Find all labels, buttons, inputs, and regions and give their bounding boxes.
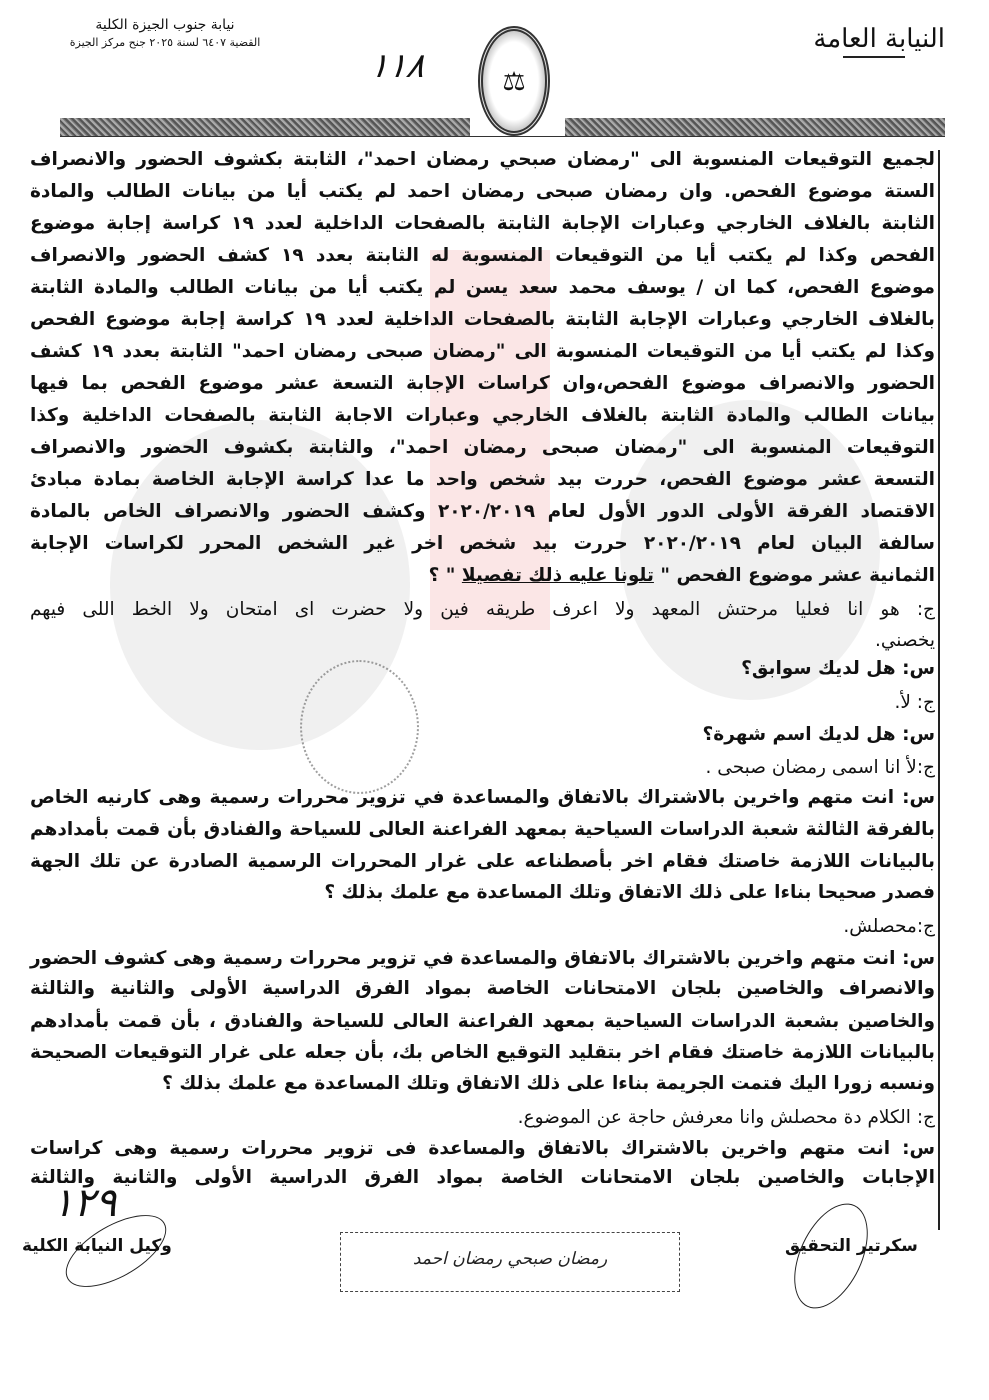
handwritten-page-number-footer: ١٢٩ (52, 1180, 117, 1226)
case-header (30, 16, 300, 52)
text-line (30, 947, 935, 971)
text-line (30, 212, 935, 236)
line-text: لجميع التوقيعات المنسوبة الى "رمضان صبحي رمضان احمد"، الثابتة بكشوف الحضور والانصراف (30, 149, 935, 170)
authority-title: النيابة العامة (813, 24, 945, 54)
underlined-text: تلونا عليه ذلك تفصيلا (461, 565, 654, 586)
text-line (30, 1010, 935, 1034)
line-text: س: انت متهم واخرين بالاشتراك بالاتفاق والمساعدة في تزوير محررات رسمية وهى كشوف الحضور (30, 948, 935, 969)
line-text: بيانات الطالب والمادة الثابتة بالغلاف الخارجي وعبارات الاجابة الثابتة بالصفحات الداخلية وكذا (30, 405, 935, 426)
line-text: فصدر صحيحا بناءا على ذلك الاتفاق وتلك المساعدة مع علمك بذلك ؟ (324, 882, 935, 903)
text-line (30, 977, 935, 1001)
text-line (30, 1137, 935, 1161)
line-text: س: انت متهم واخرين بالاشتراك بالاتفاق والمساعدة فى تزوير محررات رسمية وهى كراسات (30, 1138, 935, 1159)
line-text: والانصراف والخاصين بلجان الامتحانات الخاصة بمواد الفرق الدراسية الأولى والثانية والثالثة (30, 978, 935, 999)
line-text: بالبيانات اللازمة خاصتك فقام اخر بأصطناعه على غرار المحررات الرسمية الصادرة عن تلك الجهة (30, 851, 935, 872)
text-line (30, 308, 935, 332)
line-text: ونسبه زورا اليك فتمت الجريمة بناءا على ذلك الاتفاق وتلك المساعدة مع علمك بذلك ؟ (162, 1073, 935, 1094)
line-text: وكذا لم يكتب أيا من التوقيعات المنسوبة الى "رمضان صبحى رمضان احمد" الثابتة بعدد ١٩ كشف (30, 341, 935, 362)
line-text: س: هل لديك اسم شهرة؟ (702, 724, 935, 745)
text-line (30, 564, 935, 588)
scales-of-justice-icon: ⚖ (478, 26, 550, 136)
text-line (30, 532, 935, 556)
line-text: ج: لأ. (894, 692, 935, 713)
secretary-signature (779, 1192, 883, 1320)
line-text: الستة موضوع الفحص. وان رمضان صبحى رمضان احمد لم يكتب أيا من بيانات الطالب والمادة (30, 181, 935, 202)
text-line (30, 915, 935, 939)
text-line (30, 244, 935, 268)
text-line (30, 468, 935, 492)
line-text: الحضور والانصراف موضوع الفحص،وان كراسات الإجابة التسعة عشر موضوع الفحص بما فيها (30, 373, 935, 394)
line-text: ج: الكلام دة محصلش وانا معرفش حاجة عن الموضوع. (517, 1107, 935, 1128)
text-line (30, 276, 935, 300)
line-text: سالفة البيان لعام ٢٠٢٠/٢٠١٩ حررت بيد شخص اخر غير الشخص المحرر لكراسات الإجابة (30, 533, 936, 554)
line-suffix: " ؟ (428, 565, 456, 586)
line-text: بالفرقة الثالثة شعبة الدراسات السياحية بمعهد الفراعنة العالى للسياحة والفنادق بأن قمت بأمدادهم (30, 819, 935, 840)
line-text: الإجابات والخاصين بلجان الامتحانات الخاصة بمواد الفرق الدراسية الأولى والثانية والثالثة (30, 1167, 935, 1188)
text-line (30, 1106, 935, 1130)
text-line (30, 691, 935, 715)
header-divider (60, 136, 945, 137)
text-line (30, 818, 935, 842)
line-text: س: انت متهم واخرين بالاشتراك بالاتفاق والمساعدة في تزوير محررات رسمية وهى كارنيه الخاص (30, 787, 935, 808)
secretary-label: سكرتير التحقيق (785, 1236, 918, 1256)
office-name: نيابة جنوب الجيزة الكلية (95, 17, 235, 33)
text-line (30, 629, 935, 653)
text-line (30, 786, 935, 810)
line-text: بالغلاف الخارجي وعبارات الإجابة الثابتة بالصفحات الداخلية لعدد ١٩ كراسة إجابة موضوع الفحص (30, 309, 935, 330)
case-reference: القضية ٦٤٠٧ لسنة ٢٠٢٥ جنح مركز الجيزة (69, 36, 261, 49)
line-text: الاقتصاد الفرقة الأولى الدور الأول لعام ٢٠٢٠/٢٠١٩ وكشف الحضور والانصراف الخاص بالمادة (30, 501, 935, 522)
text-line (30, 180, 935, 204)
line-text: ج:محصلش. (843, 916, 935, 937)
defendant-signature: رمضان صبحي رمضان احمد (412, 1249, 608, 1269)
line-text: بالبيانات اللازمة خاصتك فقام اخر بتقليد التوقيع الخاص بك، بأن جعله على غرار التوقيعات الصحيحة (30, 1042, 935, 1063)
text-line (30, 657, 935, 681)
handwritten-page-number: ١١٨ (367, 46, 428, 86)
line-text: التوقيعات المنسوبة الى "رمضان صبحى رمضان احمد"، والثابتة بكشوف الحضور والانصراف (30, 437, 935, 458)
line-text: والخاصين بشعبة الدراسات السياحية بمعهد الفراعنة العالى للسياحة والفنادق ، بأن قمت بأمدادهم (30, 1011, 935, 1032)
text-line (30, 372, 935, 396)
line-text: الثمانية عشر موضوع الفحص " (660, 565, 935, 586)
header-band-left (60, 118, 470, 136)
line-text: الثابتة بالغلاف الخارجي وعبارات الإجابة الثابتة بالصفحات الداخلية لعدد ١٩ كراسة إجابة موضوع (30, 213, 935, 234)
line-text: الفحص وكذا لم يكتب أيا من التوقيعات المنسوبة له الثابتة بعدد ١٩ كشف الحضور والانصراف (30, 245, 936, 266)
text-line (30, 850, 935, 874)
text-line (30, 756, 935, 780)
defendant-signature-box (340, 1232, 680, 1292)
margin-rule (938, 150, 940, 1230)
header-band-right (565, 118, 945, 136)
prosecutor-label: وكيل النيابة الكلية (22, 1236, 172, 1256)
text-line (30, 1072, 935, 1096)
line-text: ج: هو انا فعليا مرحتش المعهد ولا اعرف طريقه فين ولا حضرت اى امتحان ولا الخط اللى فيهم (30, 599, 935, 620)
text-line (30, 1041, 935, 1065)
text-line (30, 436, 935, 460)
line-text: يخصني. (874, 630, 935, 651)
line-text: موضوع الفحص، كما ان / يوسف محمد سعد يسن لم يكتب أيا من بيانات الطالب والمادة الثابتة (30, 277, 935, 298)
text-line (30, 1166, 935, 1190)
text-line (30, 598, 935, 622)
line-text: التسعة عشر موضوع الفحص، حررت بيد شخص واحد ما عدا كراسة الإجابة الخاصة بمادة مبادئ (30, 469, 935, 490)
text-line (30, 148, 935, 172)
text-line (30, 881, 935, 905)
text-line (30, 404, 935, 428)
text-line (30, 500, 935, 524)
line-text: ج:لأ انا اسمى رمضان صبحى . (705, 757, 935, 778)
line-text: س: هل لديك سوابق؟ (741, 658, 935, 679)
text-line (30, 723, 935, 747)
text-line (30, 340, 935, 364)
